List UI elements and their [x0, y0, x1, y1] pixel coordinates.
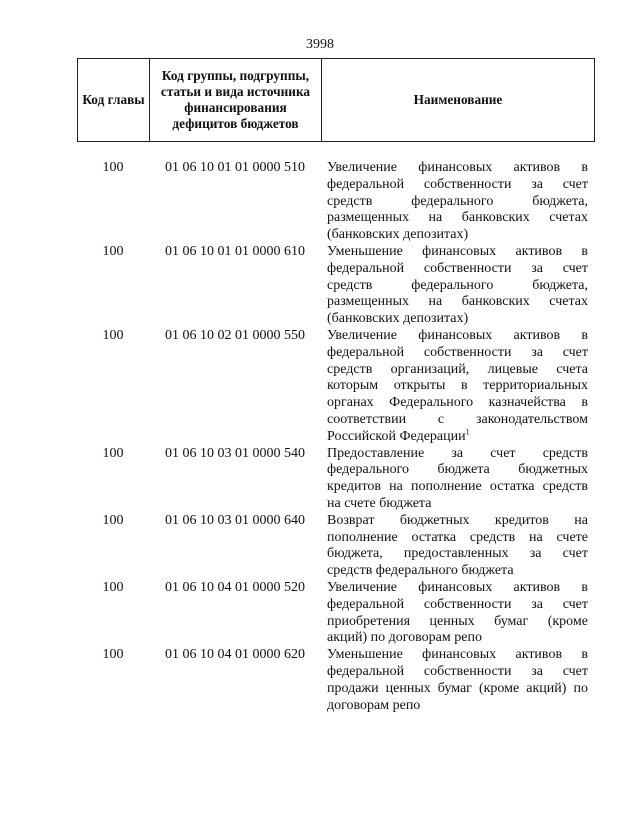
item-name-line: Предоставление за счет средств: [327, 445, 588, 461]
item-name-line: Увеличение финансовых активов в: [327, 579, 588, 595]
table-row: [77, 446, 594, 513]
item-name: [327, 580, 588, 647]
item-name-line: размещенных на банковских счетах: [327, 210, 588, 226]
table-header: [77, 58, 595, 142]
footnote-marker: 1: [465, 427, 470, 437]
item-name-line: средств организаций, лицевые счета: [327, 361, 588, 377]
source-code: 01 06 10 04 01 0000 620: [165, 647, 305, 663]
table-row: [77, 160, 594, 244]
item-name: [327, 328, 588, 446]
source-code: 01 06 10 02 01 0000 550: [165, 327, 305, 343]
item-name: [327, 513, 588, 580]
item-name-line: федеральной собственности за счет: [327, 176, 588, 192]
chapter-code: 100: [102, 327, 124, 343]
item-name-line: федеральной собственности за счет: [327, 260, 588, 276]
item-name-line: соответствии с законодательством: [327, 411, 588, 427]
item-name-line: акций) по договорам репо: [327, 630, 482, 646]
item-name-line: Российской Федерации$^1$: [327, 427, 470, 444]
source-code: 01 06 10 03 01 0000 540: [165, 445, 305, 461]
item-name-line: продажи ценных бумаг (кроме акций) по: [327, 680, 588, 696]
table-row: [77, 244, 594, 328]
item-name: [327, 446, 588, 513]
item-name-line: договорам репо: [327, 697, 421, 713]
item-name: [327, 647, 588, 714]
item-name-line: на счете бюджета: [327, 495, 432, 511]
source-code: 01 06 10 01 01 0000 510: [165, 160, 305, 175]
header-name: Наименование: [322, 59, 595, 142]
item-name-line: Увеличение финансовых активов в: [327, 327, 588, 343]
table-row: [77, 580, 594, 647]
source-code: 01 06 10 03 01 0000 640: [165, 512, 305, 528]
item-name-line: Увеличение финансовых активов в: [327, 160, 588, 175]
item-name-line: Возврат бюджетных кредитов на: [327, 512, 588, 528]
chapter-code: 100: [102, 579, 124, 595]
item-name-line: средств федерального бюджета,: [327, 277, 588, 293]
item-name-line: бюджета, предоставленных за счет: [327, 546, 588, 562]
source-code: 01 06 10 01 01 0000 610: [165, 243, 305, 259]
item-name-line: (банковских депозитах): [327, 311, 469, 327]
item-name-line: Уменьшение финансовых активов в: [327, 647, 588, 663]
chapter-code: 100: [102, 647, 124, 663]
item-name-line: органах Федерального казначейства в: [327, 395, 588, 411]
table-body: [77, 160, 594, 714]
header-chapter-code: Код главы: [78, 59, 150, 142]
source-code: 01 06 10 04 01 0000 520: [165, 579, 305, 595]
item-name-line: средств федерального бюджета,: [327, 193, 588, 209]
item-name-line: размещенных на банковских счетах: [327, 294, 588, 310]
item-name-line: федеральной собственности за счет: [327, 344, 588, 360]
table-row: [77, 513, 594, 580]
table-row: [77, 647, 594, 714]
item-name-line: федеральной собственности за счет: [327, 663, 588, 679]
header-source-code: Код группы, подгруппы, статьи и вида источника финансирования дефицитов бюджетов: [150, 59, 322, 142]
item-name-line: средств федерального бюджета: [327, 563, 514, 579]
item-name-line: приобретения ценных бумаг (кроме: [327, 613, 588, 629]
chapter-code: 100: [102, 512, 124, 528]
page-number: 3998: [306, 37, 334, 52]
item-name: [327, 244, 588, 328]
item-name-line: федеральной собственности за счет: [327, 596, 588, 612]
chapter-code: 100: [102, 160, 124, 175]
item-name-line: (банковских депозитах): [327, 227, 469, 243]
item-name-line: которым открыты в территориальных: [327, 378, 588, 394]
chapter-code: 100: [102, 445, 124, 461]
chapter-code: 100: [102, 243, 124, 259]
item-name: [327, 160, 588, 244]
item-name-line: кредитов на пополнение остатка средств: [327, 479, 588, 495]
item-name-line: федерального бюджета бюджетных: [327, 462, 588, 478]
table-row: [77, 328, 594, 446]
item-name-line: Уменьшение финансовых активов в: [327, 243, 588, 259]
item-name-line: пополнение остатка средств на счете: [327, 529, 588, 545]
